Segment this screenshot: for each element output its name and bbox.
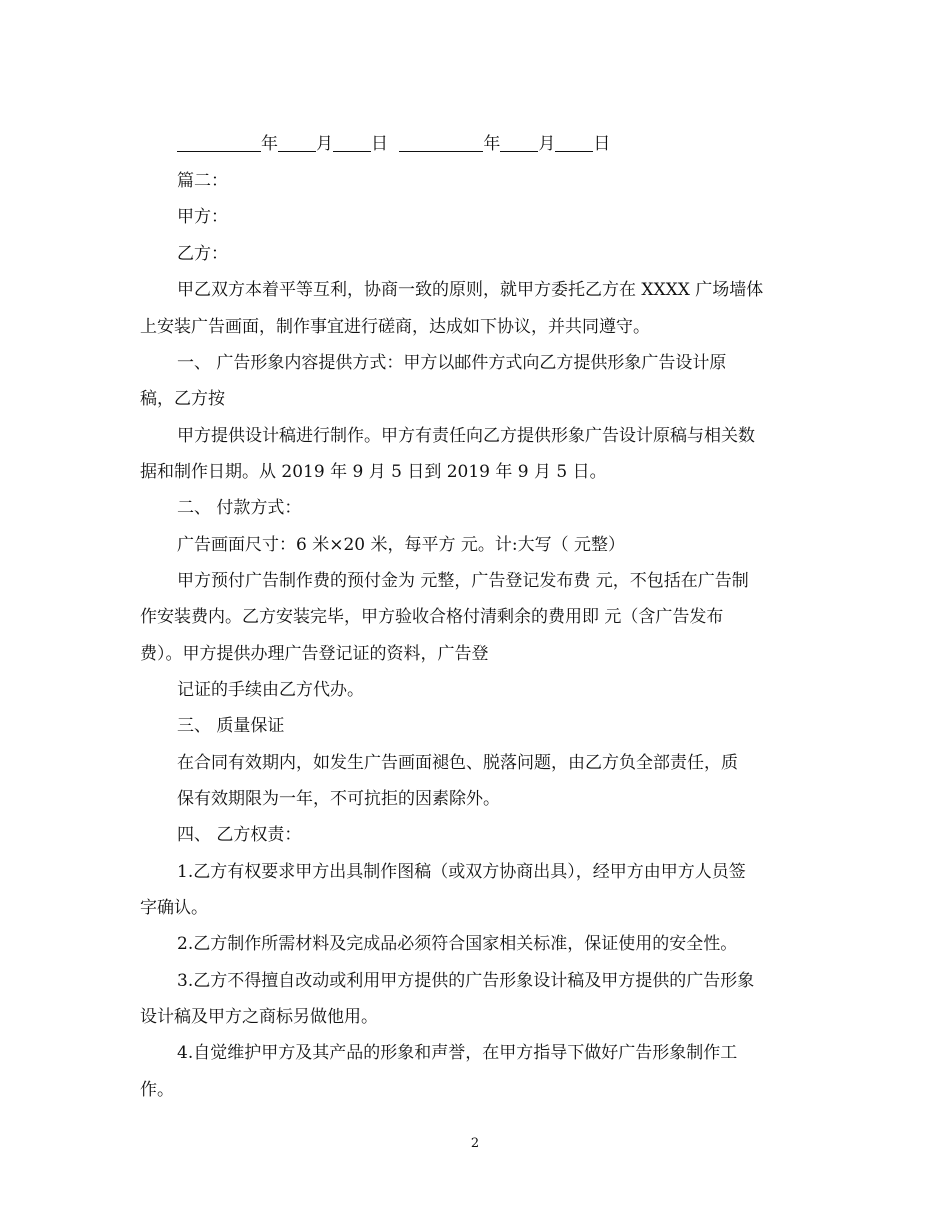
- month-label-1: 月: [316, 134, 333, 154]
- list-item-continuation: 作。: [140, 1080, 174, 1100]
- list-item-continuation: 字确认。: [140, 898, 208, 918]
- page-number: 2: [470, 1136, 480, 1151]
- list-item: 2.乙方制作所需材料及完成品必须符合国家相关标准，保证使用的安全性。: [177, 934, 738, 954]
- blank-month-2: [500, 135, 538, 152]
- paragraph-line: 费）。甲方提供办理广告登记证的资料，广告登: [140, 644, 489, 664]
- clause-heading: 四、 乙方权责：: [177, 825, 302, 845]
- party-a-label: 甲方：: [177, 207, 228, 227]
- party-b-label: 乙方：: [177, 244, 228, 264]
- list-item: 3.乙方不得擅自改动或利用甲方提供的广告形象设计稿及甲方提供的广告形象: [177, 971, 755, 991]
- clause-heading: 一、 广告形象内容提供方式：甲方以邮件方式向乙方提供形象广告设计原: [177, 353, 727, 373]
- list-item: 4.自觉维护甲方及其产品的形象和声誉，在甲方指导下做好广告形象制作工: [177, 1043, 738, 1063]
- blank-year-1: [177, 135, 261, 152]
- paragraph-line: 甲方预付广告制作费的预付金为 元整，广告登记发布费 元，不包括在广告制: [177, 571, 749, 591]
- paragraph-line: 甲方提供设计稿进行制作。甲方有责任向乙方提供形象广告设计原稿与相关数: [177, 426, 755, 446]
- clause-heading: 二、 付款方式：: [177, 498, 302, 518]
- paragraph-line: 记证的手续由乙方代办。: [177, 680, 364, 700]
- clause-heading: 三、 质量保证: [177, 716, 285, 736]
- paragraph-line: 甲乙双方本着平等互利，协商一致的原则，就甲方委托乙方在 XXXX 广场墙体: [177, 280, 764, 300]
- day-label-1: 日: [371, 134, 388, 154]
- paragraph-line: 作安装费内。乙方安装完毕，甲方验收合格付清剩余的费用即 元（含广告发布: [140, 607, 724, 627]
- year-label-1: 年: [261, 134, 278, 154]
- paragraph-line: 上安装广告画面，制作事宜进行磋商，达成如下协议，并共同遵守。: [140, 317, 650, 337]
- blank-year-2: [399, 135, 483, 152]
- list-item: 1.乙方有权要求甲方出具制作图稿（或双方协商出具），经甲方由甲方人员签: [177, 862, 746, 882]
- year-label-2: 年: [483, 134, 501, 154]
- paragraph-line: 稿，乙方按: [140, 389, 225, 409]
- list-item-continuation: 设计稿及甲方之商标另做他用。: [140, 1007, 378, 1027]
- paragraph-line: 保有效期限为一年，不可抗拒的因素除外。: [177, 789, 500, 809]
- section-heading: 篇二：: [177, 171, 228, 191]
- blank-month-1: [278, 135, 316, 152]
- blank-day-1: [333, 135, 371, 152]
- paragraph-line: 据和制作日期。从 2019 年 9 月 5 日到 2019 年 9 月 5 日。: [140, 462, 607, 482]
- month-label-2: 月: [538, 134, 556, 154]
- day-label-2: 日: [593, 134, 611, 154]
- paragraph-line: 广告画面尺寸：6 米×20 米，每平方 元。计:大写（ 元整）: [177, 535, 626, 555]
- paragraph-line: 在合同有效期内，如发生广告画面褪色、脱落问题，由乙方负全部责任，质: [177, 753, 738, 773]
- blank-day-2: [555, 135, 593, 152]
- signature-date-line: [177, 133, 610, 155]
